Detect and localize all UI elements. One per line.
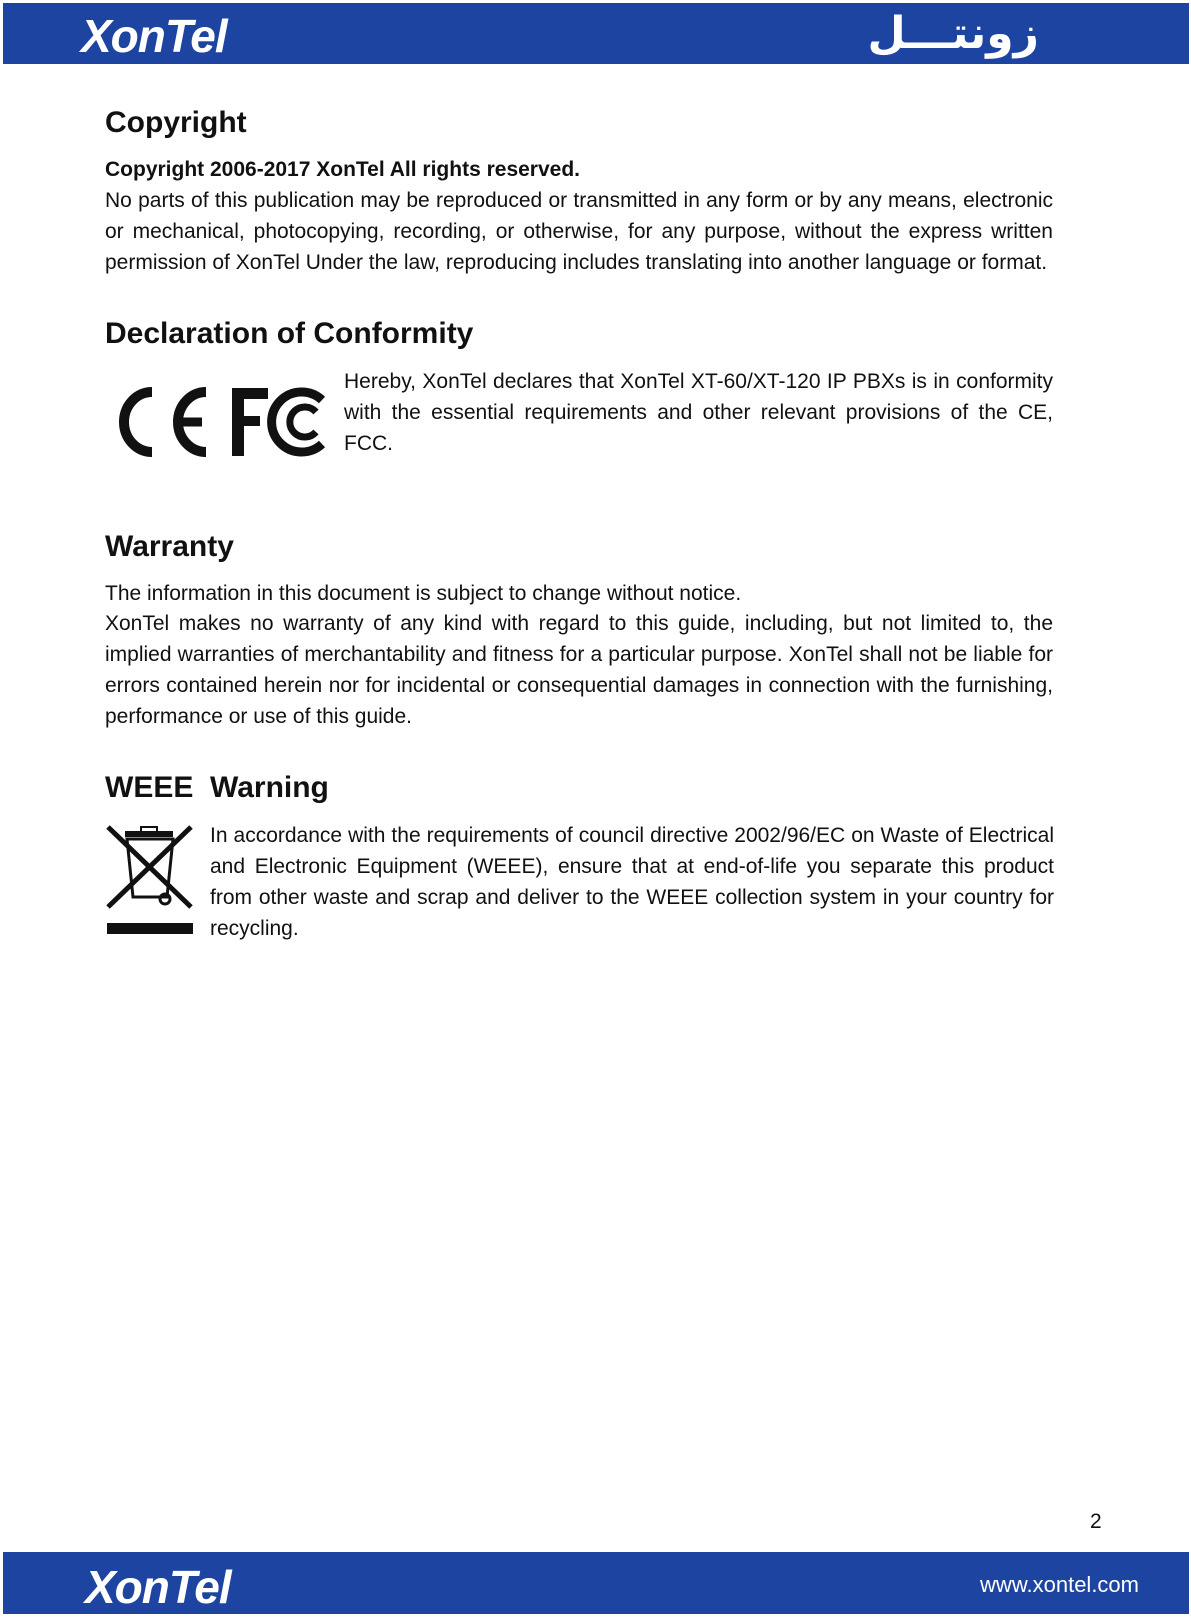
copyright-body: No parts of this publication may be reproduced or transmitted in any form or by any means, electronic or mechanical, photocopying, recording, or otherwise, for any purpose, without the express written permission of XonTel Under the law, reproducing includes translating into another language or format. [105, 189, 1053, 274]
conformity-body: Hereby, XonTel declares that XonTel XT-60/XT-120 IP PBXs is in conformity with the essential requirements and other relevant provisions of the CE, FCC. [344, 370, 1053, 455]
crossed-bin-icon [105, 825, 195, 937]
footer-xontel-logo: XonTel [85, 1561, 231, 1613]
page-number: 2 [1090, 1510, 1102, 1533]
arabic-logo: زونتـــل [867, 8, 1039, 59]
weee-heading: WEEE Warning [105, 771, 329, 804]
ce-fcc-marks [112, 382, 324, 462]
header-band [3, 3, 1189, 64]
warranty-line1: The information in this document is subject to change without notice. [105, 582, 742, 605]
weee-body: In accordance with the requirements of council directive 2002/96/EC on Waste of Electrical and Electronic Equipment (WEEE), ensure that at end-of-life you separate this product from other waste and scrap and deliver to the WEEE collection system in your country for recycling. [210, 824, 1054, 940]
conformity-heading: Declaration of Conformity [105, 317, 474, 350]
website-link[interactable]: www.xontel.com [980, 1572, 1139, 1597]
footer-band [3, 1552, 1189, 1614]
warranty-heading: Warranty [105, 530, 234, 563]
warranty-body: XonTel makes no warranty of any kind with regard to this guide, including, but not limited to, the implied warranties of merchantability and fitness for a particular purpose. XonTel shall not be liable for errors contained herein nor for incidental or consequential damages in connection with the furnishing, performance or use of this guide. [105, 612, 1053, 728]
copyright-heading: Copyright [105, 106, 247, 139]
fcc-mark-icon [230, 382, 330, 462]
copyright-subheading: Copyright 2006-2017 XonTel All rights reserved. [105, 158, 580, 181]
xontel-logo: XonTel [81, 10, 227, 62]
